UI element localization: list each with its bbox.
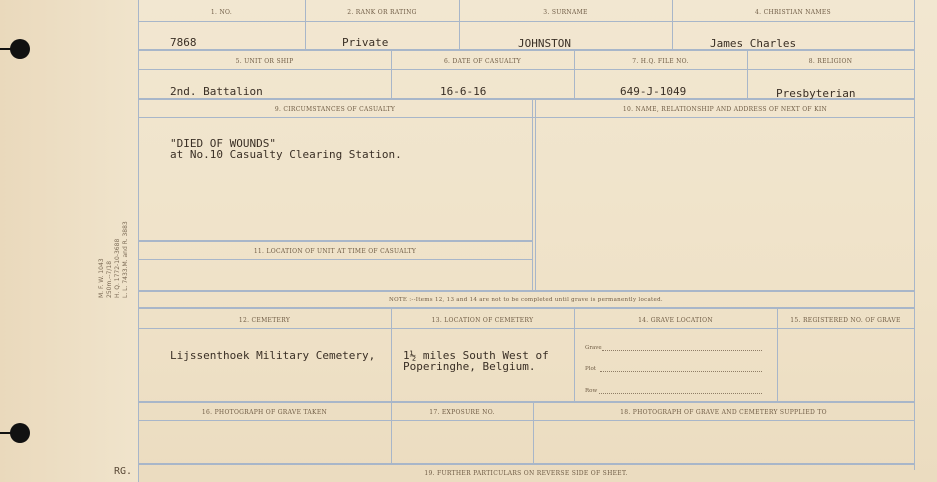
imprint-line: 250m.--7/18 (106, 260, 113, 298)
row-field-line (599, 393, 762, 394)
circumstances-line-2: at No.10 Casualty Clearing Station. (170, 148, 402, 161)
date-label: 6. DATE OF CASUALTY (443, 58, 522, 65)
imprint-line: H. Q. 1772-10-3688 (114, 238, 121, 298)
surname-label: 3. SURNAME (543, 9, 588, 16)
registered-no-label: 15. REGISTERED NO. OF GRAVE (790, 317, 901, 324)
religion-label: 8. RELIGION (808, 58, 853, 65)
rule (138, 307, 914, 309)
rule (138, 328, 914, 329)
plot-field-label: Plot (585, 366, 596, 372)
card-margin (0, 0, 139, 482)
rule (138, 69, 914, 70)
cemetery-location-line-1: 1½ miles South West of (403, 349, 549, 362)
note-text: NOTE :--Items 12, 13 and 14 are not to be completed until grave is permanently located. (389, 297, 663, 303)
cemetery-value: Lijssenthoek Military Cemetery, (170, 349, 376, 362)
plot-field-line (600, 371, 762, 372)
unit-location-label: 11. LOCATION OF UNIT AT TIME OF CASUALTY (253, 248, 417, 255)
file-no-value: 649-J-1049 (620, 85, 687, 98)
photo-supplied-label: 18. PHOTOGRAPH OF GRAVE AND CEMETERY SUPPLIED TO (620, 409, 827, 416)
cemetery-location-line-2: Poperinghe, Belgium. (403, 360, 536, 373)
unit-label: 5. UNIT OR SHIP (235, 58, 294, 65)
rule (532, 99, 533, 291)
punch-hole (10, 39, 30, 59)
frame-line (914, 0, 915, 470)
exposure-no-label: 17. EXPOSURE NO. (429, 409, 495, 416)
rule (138, 401, 914, 403)
christian-names-value: James Charles (710, 37, 797, 50)
rule (138, 259, 532, 260)
rank-value: Private (342, 36, 389, 49)
service-number: 7868 (170, 36, 197, 49)
rule (138, 463, 914, 465)
unit-value: 2nd. Battalion (170, 85, 263, 98)
rule (138, 290, 914, 292)
circumstances-label: 9. CIRCUMSTANCES OF CASUALTY (274, 106, 396, 113)
rank-label: 2. RANK OR RATING (347, 9, 417, 16)
imprint-line: L. L. 7433.M. and R. 3883 (122, 221, 129, 298)
no-label: 1. NO. (210, 9, 233, 16)
date-value: 16-6-16 (440, 85, 487, 98)
printer-imprint (98, 218, 158, 298)
cemetery-location-label: 13. LOCATION OF CEMETERY (431, 317, 534, 324)
rule (138, 420, 914, 421)
surname-value: JOHNSTON (518, 37, 571, 50)
rule (138, 117, 914, 118)
rg-mark: RG. (114, 466, 133, 477)
photo-taken-label: 16. PHOTOGRAPH OF GRAVE TAKEN (201, 409, 328, 416)
file-no-label: 7. H.Q. FILE NO. (632, 58, 689, 65)
christian-names-label: 4. CHRISTIAN NAMES (755, 9, 831, 16)
row-field-label: Row (585, 388, 598, 394)
grave-field-line (602, 350, 762, 351)
circumstances-line-1: "DIED OF WOUNDS" (170, 137, 276, 150)
footer-note: 19. FURTHER PARTICULARS ON REVERSE SIDE OF SHEET. (424, 470, 628, 477)
next-of-kin-label: 10. NAME, RELATIONSHIP AND ADDRESS OF NEXT OF KIN (622, 106, 828, 113)
rule (138, 240, 532, 242)
rule (459, 0, 460, 50)
rule (672, 0, 673, 50)
imprint-line: M. F. W. 1043 (98, 258, 105, 298)
punch-hole (10, 423, 30, 443)
grave-field-label: Grave (585, 345, 602, 351)
religion-value: Presbyterian (776, 87, 856, 100)
rule (305, 0, 306, 50)
rule (138, 21, 914, 22)
rule (535, 99, 536, 291)
cemetery-label: 12. CEMETERY (238, 317, 291, 324)
grave-location-label: 14. GRAVE LOCATION (638, 317, 713, 324)
